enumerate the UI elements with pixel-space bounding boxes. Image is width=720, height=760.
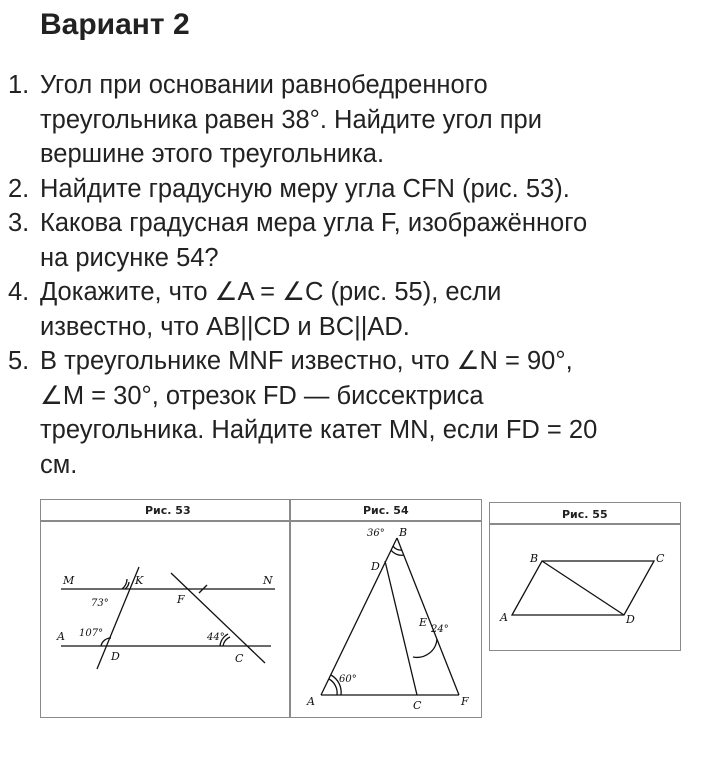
task-4: [0, 275, 720, 344]
label-F: F: [177, 593, 185, 606]
label-A: A: [500, 611, 508, 624]
angle-60: 60°: [339, 674, 357, 685]
label-D: D: [626, 613, 635, 626]
fig54-caption: Рис. 54: [363, 504, 409, 517]
task-line: треугольника. Найдите катет MN, если FD = 20: [40, 416, 598, 444]
label-A: A: [307, 695, 315, 708]
figure-55-panel: [489, 502, 681, 651]
task-1: [0, 68, 720, 172]
task-line: Докажите, что ∠A = ∠C (рис. 55), если: [40, 278, 502, 306]
fig55-caption: Рис. 55: [562, 508, 608, 521]
figures-53-54-panel: [40, 499, 482, 718]
label-F: F: [461, 695, 469, 708]
label-M: M: [63, 574, 75, 587]
task-line: Какова градусная мера угла F, изображённого: [40, 209, 588, 237]
task-line: см.: [40, 450, 78, 479]
fig54-diagram: [291, 521, 481, 715]
task-number: 4.: [8, 278, 30, 306]
label-B: B: [399, 526, 408, 539]
task-number: 2.: [8, 174, 30, 203]
fig55-diagram: [490, 524, 680, 648]
secant-fc: [171, 573, 265, 663]
label-A: A: [57, 630, 65, 643]
angle-24: 24°: [431, 624, 449, 635]
angle-36: 36°: [367, 528, 385, 539]
diagonal-bd: [542, 561, 624, 615]
fig53-caption: Рис. 53: [145, 504, 191, 517]
task-number: 1.: [8, 71, 30, 99]
angle-44: 44°: [207, 632, 225, 643]
label-C: C: [413, 699, 422, 712]
label-D: D: [111, 650, 120, 663]
task-line: ∠M = 30°, отрезок FD — биссектриса: [40, 381, 484, 410]
task-3: [0, 206, 720, 275]
label-N: N: [263, 574, 273, 587]
task-line: В треугольнике MNF известно, что ∠N = 90°,: [40, 347, 573, 375]
task-line: известно, что AB||CD и BC||AD.: [40, 312, 410, 341]
task-line: треугольника равен 38°. Найдите угол при: [40, 105, 542, 134]
label-E: E: [419, 616, 428, 629]
label-B: B: [530, 552, 539, 565]
task-2: [0, 172, 720, 207]
label-K: K: [135, 574, 144, 587]
task-list: [0, 68, 720, 482]
arc-60: [329, 679, 337, 695]
task-5: [0, 344, 720, 482]
label-D: D: [371, 560, 380, 573]
task-number: 5.: [8, 347, 30, 375]
label-C: C: [656, 552, 665, 565]
page-title: Вариант 2: [40, 8, 190, 41]
side-bf: [397, 538, 459, 695]
fig53-diagram: [41, 521, 289, 715]
segment-dc: [385, 561, 417, 695]
arc-24: [413, 639, 437, 657]
angle-107: 107°: [79, 628, 104, 639]
task-line: вершине этого треугольника.: [40, 140, 385, 168]
task-line: Угол при основании равнобедренного: [40, 71, 488, 99]
task-number: 3.: [8, 209, 30, 237]
task-line: Найдите градусную меру угла CFN (рис. 53).: [40, 174, 570, 203]
label-C: C: [235, 652, 244, 665]
task-line: на рисунке 54?: [40, 243, 219, 272]
angle-73: 73°: [91, 598, 109, 609]
